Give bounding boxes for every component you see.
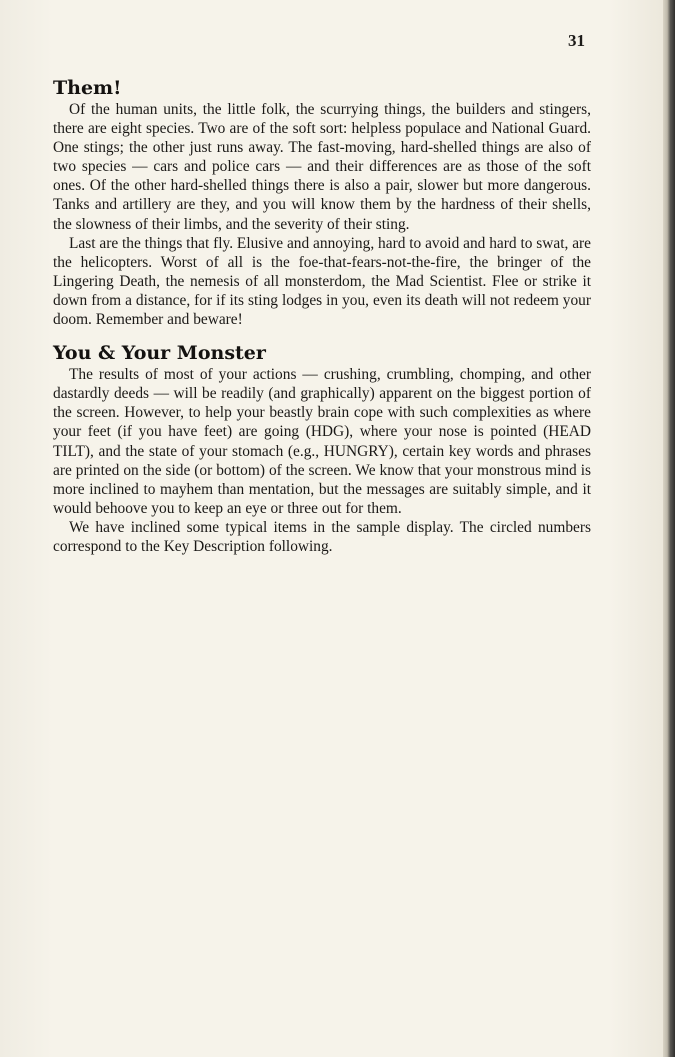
- page-binding-edge: [663, 0, 675, 1057]
- paragraph: The results of most of your actions — crushing, crumbling, chomping, and other dastardly deeds — will be readily (and graphically) apparent on the biggest portion of the screen. However, to help your beastly brain cope with such complexities as where your feet (if you have feet) are going (HDG), where your nose is pointed (HEAD TILT), and the state of your stomach (e.g., HUNGRY), certain key words and phrases are printed on the side (or bottom) of the screen. We know that your monstrous mind is more inclined to mayhem than mentation, but the messages are suitably simple, and it would behoove you to keep an eye or three out for them.: [53, 366, 591, 517]
- page-number: 31: [568, 31, 585, 50]
- page-content: [53, 76, 591, 556]
- paragraph: Last are the things that fly. Elusive and annoying, hard to avoid and hard to swat, are the helicopters. Worst of all is the foe-that-fears-not-the-fire, the bringer of the Lingering Death, the nemesis of all monsterdom, the Mad Scientist. Flee or strike it down from a distance, for if its sting lodges in you, even its death will not redeem your doom. Remember and beware!: [53, 234, 591, 329]
- paragraph: We have inclined some typical items in the sample display. The circled numbers correspond to the Key Description following.: [53, 518, 591, 555]
- paragraph: Of the human units, the little folk, the scurrying things, the builders and stingers, there are eight species. Two are of the soft sort: helpless populace and National Guard. One stings; the other just runs away. The fast-moving, hard-shelled things are also of two species — cars and police cars — and their differences are as those of the soft ones. Of the other hard-shelled things there is also a pair, slower but more dangerous. Tanks and artillery are they, and you will know them by the hardness of their shells, the slowness of their limbs, and the severity of their sting.: [53, 101, 591, 233]
- section-heading-you-and-your-monster: You & Your Monster: [53, 342, 266, 365]
- section-heading-them: Them!: [53, 77, 122, 99]
